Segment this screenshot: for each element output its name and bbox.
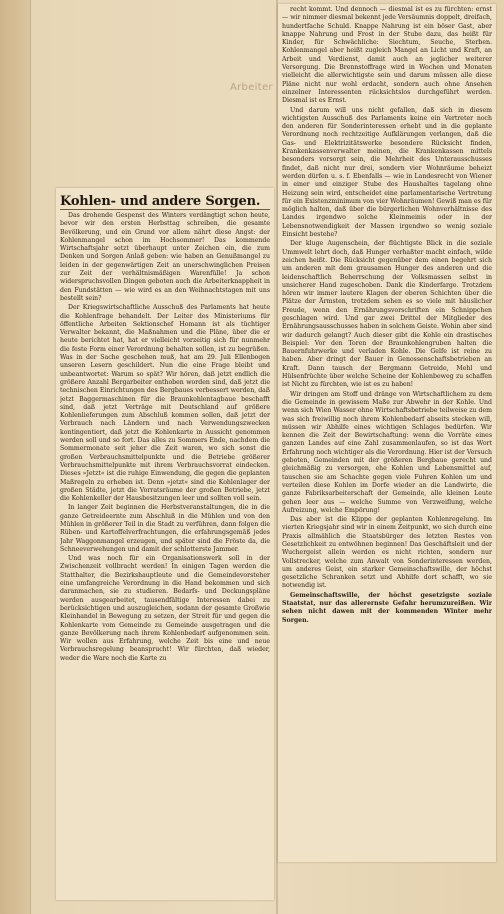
- paragraph: Wir dringen am Stoff und dränge von Wirtschaftlichem zu dem die Gemeinde in gewissem Maße zur Abwehr in der Kohle. Und wenn sich Wien Wasser ohne Wirtschaftsbetriebe teilweise zu dem was sich freiwillig noch ihrem Kohlenbedarf abseits stecken will, müssen wir Abhilfe eines wichtigen Schlages bedürfen. Wir kennen die Zeit der Bewirtschaftung: wenn die Vorräte eines ganzen Landes auf eine Zahl zusammenlaufen, so ist das Wort Erfahrung noch wichtiger als die Verordnung. Hier ist der Versuch geboten, Gemeinden mit der größeren Bergbaue gerecht und gleichmäßig zu versorgen, ehe Kohlen und Lebensmittel auf, tauschen sie am Schachte gegen viele Fuhren Kohlen um und verteilen diese Kohlen im Dorfe wieder an die Landwirte, die ganze Fabriksarbeiterschaft der Gemeinde, alle kleinen Leute gehen leer aus — welche Summe von Verzweiflung, welche Aufreizung, welche Empörung!: [282, 390, 492, 514]
- closing-paragraph: Gemeinschaftswille, der höchst gesetzigste soziale Staatstat, nur das allerernste Gefahr herumzureißen. Wir sehen nicht dawen mit der kommenden Winter mehr Sorgen.: [282, 591, 492, 624]
- page-edge-strip: [0, 0, 31, 914]
- paragraph: In langer Zeit beginnen die Herbstveranstaltungen, die in die ganze Getreideernte zum Abschluß in die Mühlen und von den Mühlen in größerer Teil in die Stadt zu verführen, dann folgen die Rüben- und Kartoffelverfrachtungen, die erfahrungsgemäß jedes Jahr Waggonmangel erzeugen, und später sind die Fröste da, die Schneeverwehungen und damit der schlotterste Jammer.: [60, 504, 270, 553]
- paragraph: Der Kriegswirtschaftliche Ausschuß des Parlaments hat heute die Kohlenfrage behandelt. Der Leiter des Ministeriums für öffentliche Arbeiten Sektionschef Homann ist als tüchtiger Verwalter bekannt, die Maßnahmen und die Pläne, über die er heute berichtet hat, hat er vielleicht vorzeitig sich für nunmehr die feste Form einer Verordnung behalten sollen, ist zu begrüßen. Was in der Sache geschehen muß, hat am 29. Juli Ellenbogen unseren Lesern geschildert. Nun die eine Frage bleibt und unbeantwortet: Warum so spät? Wir hören, daß jetzt endlich die größere Anzahl Bergarbeiter enthoben worden sind, daß jetzt die technischen Einrichtungen des Bergbaues verbessert werden, daß jetzt Baggermaschinen für die Braunkohlentagbaue beschafft sind, daß jetzt Verträge mit Deutschland auf größere Kohlenlieferungen zum Abschluß kommen sollen, daß jetzt der Verbrauch nach Ländern und nach Verwendungszwecken kontingentiert, daß jetzt die Kohlenkarte in Aussicht genommen werden soll und so fort. Das alles zu Sommers Ende, nachdem die Sommermonate seit jeher die Zeit waren, wo sich sonst die großen Verbrauchsmittelpunkte und die Betriebe größerer Verbrauchsmittelpunkte mit ihrem Verbrauchsvorrat eindecken. Dieses »Jetzt« ist die ruhige Einwendung, die gegen die geplanten Maßregeln zu erheben ist. Denn »jetzt« sind die Kohlenlager der großen Städte, jetzt die Vorratsräume der großen Betriebe, jetzt die Kohlenkeller der Hausbesitzungen leer und sollten voll sein.: [60, 304, 270, 503]
- article-column-right: [282, 6, 492, 858]
- article-column-left: [60, 212, 270, 894]
- paragraph: Der kluge Augenschein, der flüchtigste Blick in die soziale Ummwelt lehrt doch, daß Hunger verhaßter macht einfach, wilde zeichen heißt. Die Rücksicht gegenüber dem einen begehrt sich um anderen mit dem grausamen Hunger des anderen und die leidenschaftlich Beherrschung der Volksmassen selbst in unsicherer Hand zugeschoben. Dank die Kinderfarge. Trotzdem hören wir immer lautere Klagen der oberen Schichten über die Plätze der Ärmsten, trotzdem sehen es so viele mit häuslicher Freude, wenn den Ernährungsvorschriften ein Schnippchen geschlagen wird. Und gar zwei Drittel der Mitglieder des Ernährungsausschusses haben in solchem Geiste. Wohin aber sind wir dadurch gelangt? Auch dieser gibt die Kohle ein drastisches Beispiel: Vor den Toren der Braunkohlengruben halten die Bauernfuhrwerke und verladen Kohle. Die Gelfe ist reine zu haben. Aber dringt der Bauer in Genossenschaftsbetrieben an Kraft. Dann tausch der Bergmann Getreide, Mehl und Hülsenfrüchte über welche Scheine der Kohlenbeweg zu schaffen ist Nicht zu fürchten, wie ist es zu haben!: [282, 240, 492, 389]
- masthead-fragment: Arbeiter: [230, 82, 273, 93]
- headline-rule: [60, 209, 270, 210]
- article-headline: Kohlen- und andere Sorgen.: [60, 194, 261, 209]
- paragraph: Und darum will uns nicht gefallen, daß sich in diesem wichtigsten Ausschuß des Parlaments keine ein Vertreter noch den anderen für Sonderinteressen erhebt und in die geplante Verordnung noch rechtzeitige Aufklärungen verlangen, daß die Gas- und Elektrizitätswerke besondere Rücksicht finden, Krankenkassenverwalter meinen, die Krankenkassen mittels besonders vorsorgt sein, die Mehrheit des Unterausschusses findet, daß nicht nur drei, sondern vier Wohnräume beheizt werden dürfen u. s. f. Ebenfalls — wie in Landesrecht von Wiener in einer und einziger Stube des Haushaltes tagelang ohne Heizung sein wird, entscheidet eine parlamentarische Vertretung für ein Existenzminimum von vier Wohnräumen! Gewiß man es für möglich halten, daß über die bürgerlichen Wohnverhältnisse des Landes irgendwo solche Kleinmeinis oder in der Lebensnotwendigkeit der Massen irgendwo so wenig soziale Einsicht bestehe?: [282, 106, 492, 239]
- paragraph: Das aber ist die Klippe der geplanten Kohlenregelung. Im vierten Kriegsjahr sind wir in einem Zeitpunkt, wo sich durch eine Praxis allmählich die Staatsbürger des letzten Restes von Gesetzlichkeit zu entwöhnen beginnen! Das Geschäftsleit und der Wuchergeist allein werden es nicht richten, sondern nur Vollstrecker, welche zum Anwalt von Sonderinteressen werden, um anderes Geist, ein starker Gemeinschaftswille, der höchst gesetzliche Schranken setzt und Abhilfe dort schafft, wo sie notwendig ist.: [282, 516, 492, 590]
- paragraph: Das drohende Gespenst des Winters verdängtigt schon heute, bevor wir den ersten Herbsttag schreiben, die gesamte Bevölkerung, und ein Grund vor allem nährt diese Angst: der Kohlenmangel schon im Hochsommer! Das kommende Wirtschaftsjahr setzt überhaupt unter Zeichen ein, die zum Denken und Sorgen Anlaß geben: wie haben an Genußmangel zu leiden in der gegenwärtigen Zeit an unerschwinglichen Preisen zur Zeit der verhältnismäßigen Warenfülle! Ja schon widerspruchsvollen Dingen geboten auch die Arbeiterknappheit in den Fundstätten — wie wird es an den Weihnachtstagen mit uns bestellt sein?: [60, 212, 270, 302]
- paragraph: recht kommt. Und dennoch — diesmal ist es zu fürchten: ernst — wir nimmer diesmal bekennt jede Versäumnis doppelt, dreifach, hundertfache Schuld. Knappe Nahrung ist ein böser Gast, aber knappe Nahrung und Frost in der Stube dazu, das heißt für Kinder, für Schwächliche: Siechtum, Seuche, Sterben. Kohlenmangel aber heißt zugleich Mangel an Licht und Kraft, an Arbeit und Verdienst, damit auch an jeglicher weiterer Versorgung. Die Brennstoffrage wird in Wochen und Monaten vielleicht die allerwichtigste sein und darum müssen alle diese Pläne nicht nur wohl erdacht, sondern auch ohne Ansehen einzelner Interessenten rücksichtslos durchgeführt werden. Diesmal ist es Ernst.: [282, 6, 492, 105]
- paragraph: Und was noch für ein Organisationswerk soll in der Zwischenzeit vollbracht werden! In einigen Tagen werden die Statthalter, die Bezirkshauptleute und die Gemeindevorsteher eine umfangreiche Verordnung in die Hand bekommen und sich daranmachen, sie zu studieren. Bedarfs- und Deckungspläne werden ausgearbeitet, tausendfältige Interessen dabei zu berücksichtigen und auszugleichen, sodann der gesamte Großwie Kleinhandel in Bewegung zu setzen, der Streit für und gegen die Kohlenkarte vom Gemeinde zu Gemeinde ausgetragen und die ganze Bevölkerung nach ihrem Kohlenbedarf aufgenommen sein. Wir wollen aus Erfahrung, welche Zeit bis eine und neue Verbrauchsregelung beansprucht! Wir fürchten, daß wieder, weder die Ware noch die Karte zu: [60, 555, 270, 662]
